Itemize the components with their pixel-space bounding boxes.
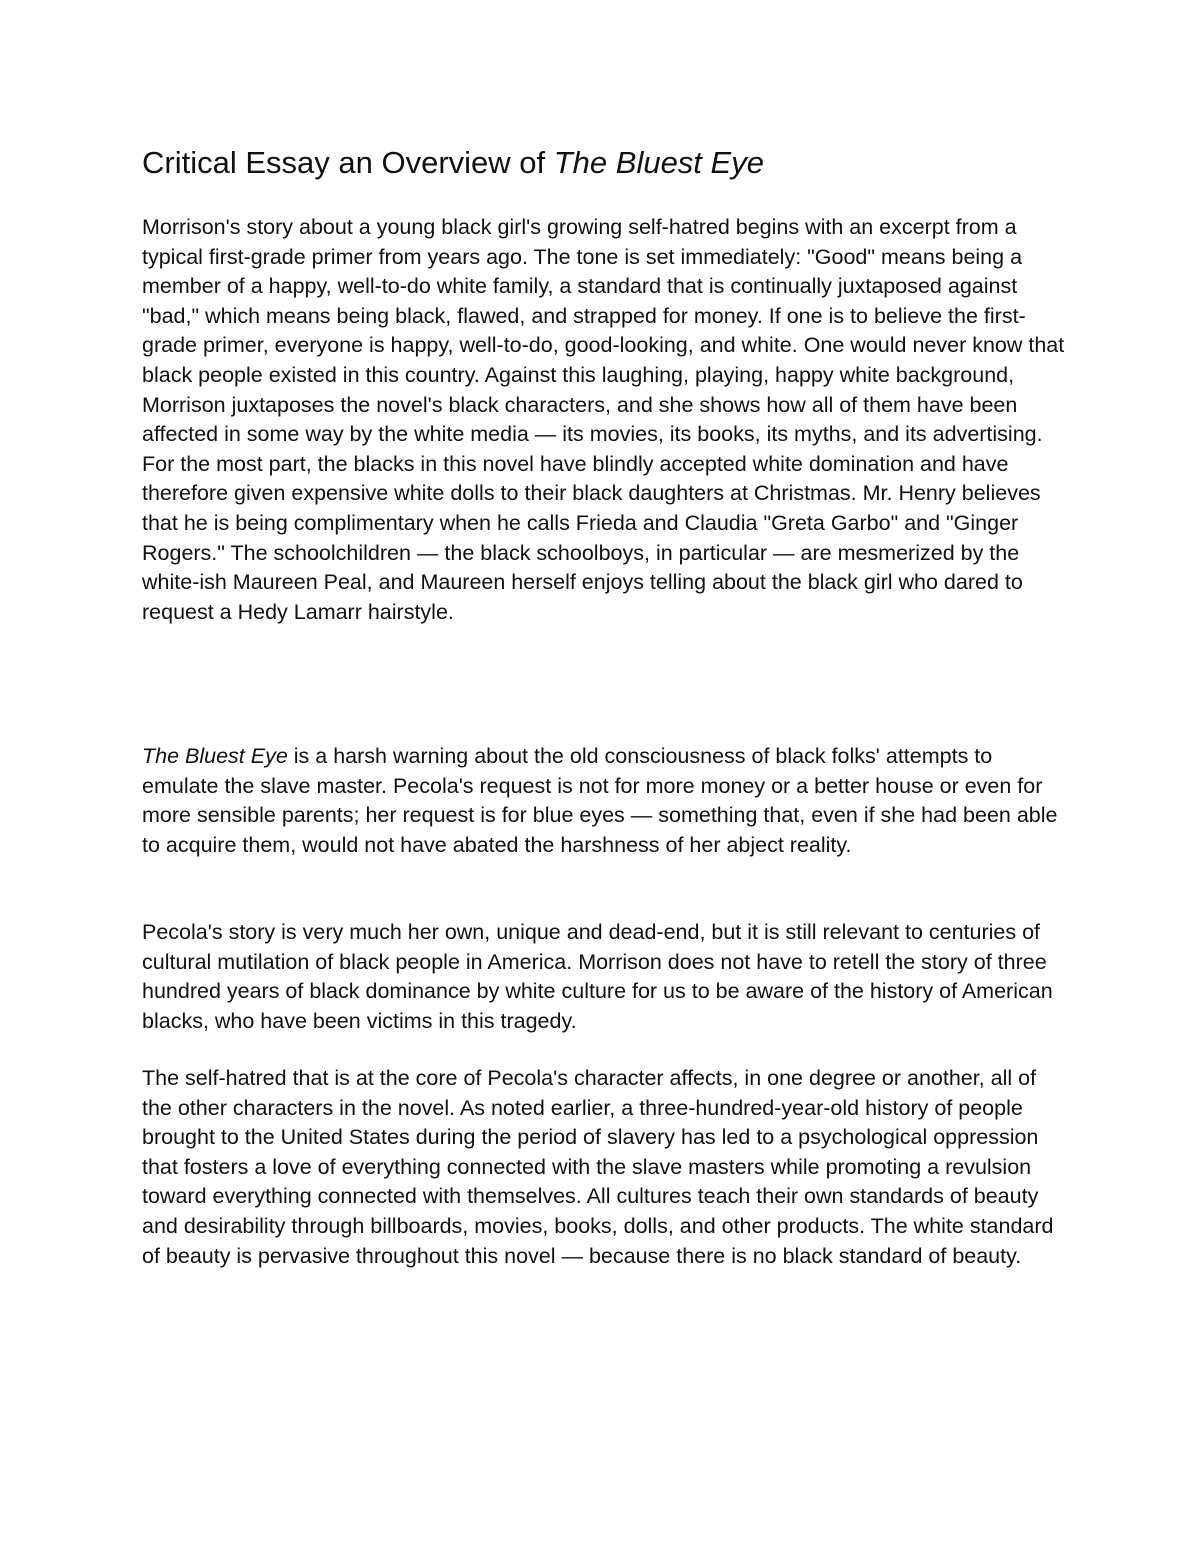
paragraph-2-body: is a harsh warning about the old consciousness of black folks' attempts to emulate the slave master. Pecola's request is not for more money or a better house or even for more sensible parents; her request is for blue eyes — something that, even if she had been able to acquire them, would not have abated the harshness of her abject reality. — [142, 744, 1058, 857]
paragraph-2 — [142, 742, 1067, 860]
paragraph-1: Morrison's story about a young black girl's growing self-hatred begins with an excerpt from a typical first-grade primer from years ago. The tone is set immediately: "Good" means being a member of a happy, well-to-do white family, a standard that is continually juxtaposed against "bad," which means being black, flawed, and strapped for money. If one is to believe the first-grade primer, everyone is happy, well-to-do, good-looking, and white. One would never know that black people existed in this country. Against this laughing, playing, happy white background, Morrison juxtaposes the novel's black characters, and she shows how all of them have been affected in some way by the white media — its movies, its books, its myths, and its advertising. For the most part, the blacks in this novel have blindly accepted white domination and have therefore given expensive white dolls to their black daughters at Christmas. Mr. Henry believes that he is being complimentary when he calls Frieda and Claudia "Greta Garbo" and "Ginger Rogers." The schoolchildren — the black schoolboys, in particular — are mesmerized by the white-ish Maureen Peal, and Maureen herself enjoys telling about the black girl who dared to request a Hedy Lamarr hairstyle. — [142, 215, 1065, 624]
page-title — [142, 140, 1062, 186]
paragraph-3: Pecola's story is very much her own, unique and dead-end, but it is still relevant to centuries of cultural mutilation of black people in America. Morrison does not have to retell the story of three hundred years of black dominance by white culture for us to be aware of the history of American blacks, who have been victims in this tragedy. — [142, 920, 1053, 1033]
title-prefix: Critical Essay an Overview of — [142, 145, 554, 180]
paragraph-2-book-name: The Bluest Eye — [142, 744, 288, 768]
title-book-name: The Bluest Eye — [553, 145, 764, 180]
paragraph-4: The self-hatred that is at the core of Pecola's character affects, in one degree or another, all of the other characters in the novel. As noted earlier, a three-hundred-year-old history of people brought to the United States during the period of slavery has led to a psychological oppression that fosters a love of everything connected with the slave masters while promoting a revulsion toward everything connected with themselves. All cultures teach their own standards of beauty and desirability through billboards, movies, books, dolls, and other products. The white standard of beauty is pervasive throughout this novel — because there is no black standard of beauty. — [142, 1066, 1054, 1268]
